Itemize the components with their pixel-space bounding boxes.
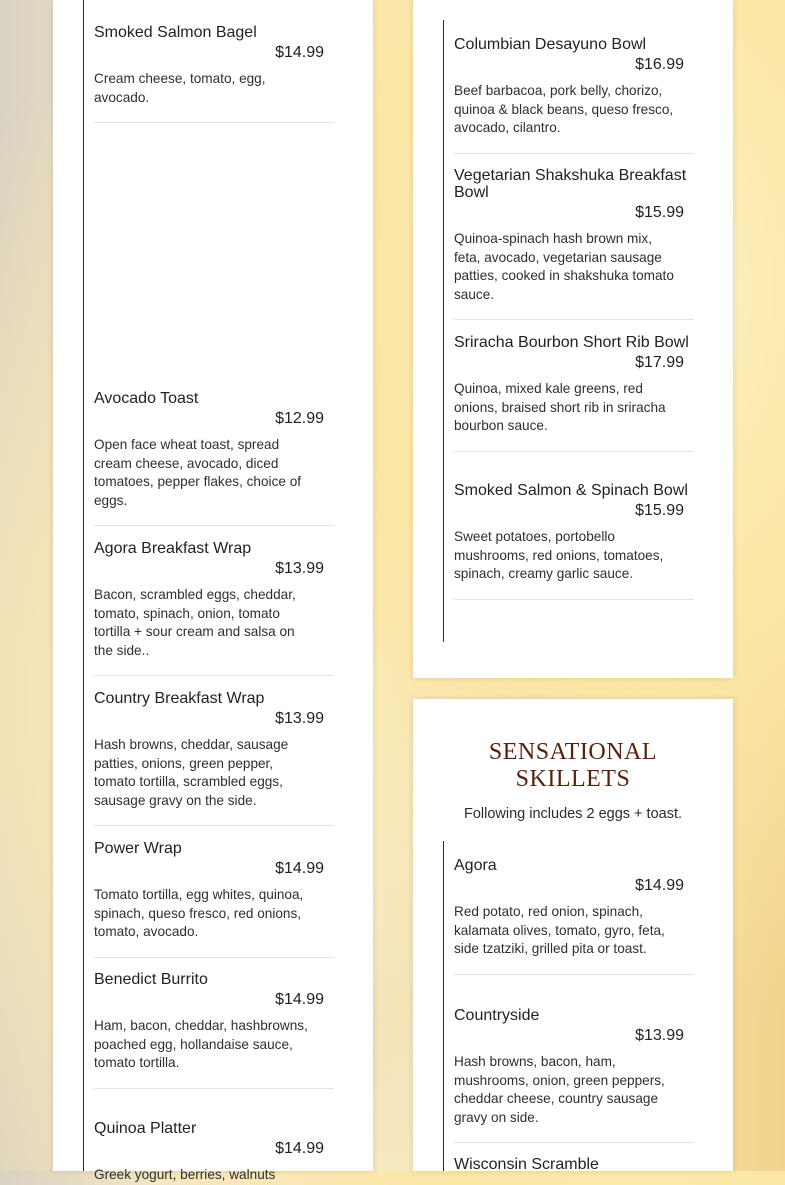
menu-item bbox=[454, 334, 694, 452]
menu-item-description: Quinoa-spinach hash brown mix, feta, avocado, vegetarian sausage patties, cooked in shakshuka tomato sauce. bbox=[454, 231, 674, 302]
menu-item-price: $15.99 bbox=[635, 502, 684, 519]
menu-item-name: Sriracha Bourbon Short Rib Bowl bbox=[454, 334, 689, 351]
menu-item-description: Beef barbacoa, pork belly, chorizo, quinoa & black beans, queso fresco, avocado, cilantro. bbox=[454, 83, 674, 136]
menu-item-name: Vegetarian Shakshuka Breakfast Bowl bbox=[454, 167, 687, 201]
menu-item bbox=[454, 1007, 694, 1143]
menu-item-name: Quinoa Platter bbox=[94, 1120, 197, 1137]
menu-item-name: Country Breakfast Wrap bbox=[94, 690, 265, 707]
menu-item-price: $13.99 bbox=[635, 1027, 684, 1044]
section-title bbox=[413, 739, 733, 793]
menu-panel-bowls bbox=[413, 0, 733, 678]
menu-item-separator bbox=[454, 319, 694, 320]
menu-item-description: Cream cheese, tomato, egg, avocado. bbox=[94, 71, 266, 105]
menu-item-name: Power Wrap bbox=[94, 840, 182, 857]
menu-item-name: Agora Breakfast Wrap bbox=[94, 540, 252, 557]
menu-item-name: Countryside bbox=[454, 1007, 540, 1024]
menu-item-separator bbox=[94, 525, 334, 526]
menu-item-price: $15.99 bbox=[635, 204, 684, 221]
menu-item bbox=[94, 390, 334, 526]
menu-item bbox=[454, 482, 694, 600]
menu-item-name: Smoked Salmon & Spinach Bowl bbox=[454, 482, 688, 499]
menu-item-separator bbox=[94, 1088, 334, 1089]
menu-item-price: $17.99 bbox=[635, 354, 684, 371]
menu-item-price: $14.99 bbox=[275, 1140, 324, 1157]
menu-item-description: Hash browns, cheddar, sausage patties, onions, green pepper, tomato tortilla, scrambled eggs, sausage gravy on the side. bbox=[94, 737, 289, 808]
menu-item-separator bbox=[454, 153, 694, 154]
section-subtitle: Following includes 2 eggs + toast. bbox=[463, 806, 683, 822]
menu-item-separator bbox=[454, 451, 694, 452]
menu-item-price: $14.99 bbox=[275, 991, 324, 1008]
menu-item-price: $13.99 bbox=[275, 710, 324, 727]
menu-item-separator bbox=[454, 1142, 694, 1143]
section-title-line2: SKILLETS bbox=[515, 766, 631, 792]
menu-item bbox=[94, 690, 334, 826]
menu-item-separator bbox=[94, 122, 334, 123]
menu-item-price: $14.99 bbox=[275, 44, 324, 61]
menu-item bbox=[94, 1120, 334, 1185]
menu-item-price: $14.99 bbox=[275, 860, 324, 877]
panel-divider-line bbox=[443, 20, 444, 642]
panel-divider-line bbox=[83, 0, 84, 1171]
menu-item bbox=[454, 857, 694, 975]
panel-divider-line bbox=[443, 841, 444, 1171]
menu-item-name: Agora bbox=[454, 857, 497, 874]
menu-item-name: Avocado Toast bbox=[94, 390, 199, 407]
menu-item-description: Ham, bacon, cheddar, hashbrowns, poached egg, hollandaise sauce, tomato tortilla. bbox=[94, 1018, 308, 1071]
menu-item bbox=[454, 167, 694, 320]
menu-item-price: $13.99 bbox=[275, 560, 324, 577]
menu-item-separator bbox=[94, 957, 334, 958]
menu-item bbox=[94, 540, 334, 676]
menu-item-separator bbox=[454, 974, 694, 975]
menu-item bbox=[454, 36, 694, 154]
menu-item bbox=[94, 971, 334, 1089]
menu-item-description: Open face wheat toast, spread cream cheese, avocado, diced tomatoes, pepper flakes, choice of eggs. bbox=[94, 437, 302, 508]
menu-item-separator bbox=[94, 825, 334, 826]
menu-item-description: Sweet potatoes, portobello mushrooms, red onions, tomatoes, spinach, creamy garlic sauce. bbox=[454, 529, 664, 582]
menu-item-description: Quinoa, mixed kale greens, red onions, braised short rib in sriracha bourbon sauce. bbox=[454, 381, 666, 434]
menu-item-description: Tomato tortilla, egg whites, quinoa, spinach, queso fresco, red onions, tomato, avocado. bbox=[94, 887, 304, 940]
menu-panel-skillets bbox=[413, 699, 733, 1171]
menu-item bbox=[94, 24, 334, 123]
menu-item-name: Columbian Desayuno Bowl bbox=[454, 36, 647, 53]
menu-item-price: $14.99 bbox=[635, 877, 684, 894]
menu-item-separator bbox=[454, 599, 694, 600]
menu-item-separator bbox=[94, 675, 334, 676]
menu-item-name: Benedict Burrito bbox=[94, 971, 208, 988]
menu-item bbox=[94, 840, 334, 958]
menu-item-price: $12.99 bbox=[275, 410, 324, 427]
menu-item-price: $16.99 bbox=[635, 56, 684, 73]
menu-item-description: Bacon, scrambled eggs, cheddar, tomato, spinach, onion, tomato tortilla + sour cream and salsa on the side.. bbox=[94, 587, 296, 658]
menu-item-description: Hash browns, bacon, ham, mushrooms, onion, green peppers, cheddar cheese, country sausage gravy on side. bbox=[454, 1054, 665, 1125]
menu-item-description: Greek yogurt, berries, walnuts bbox=[94, 1167, 276, 1182]
menu-item-description: Red potato, red onion, spinach, kalamata olives, tomato, gyro, feta, side tzatziki, grilled pita or toast. bbox=[454, 904, 665, 957]
menu-item-name: Wisconsin Scramble bbox=[454, 1156, 599, 1173]
menu-panel-left bbox=[53, 0, 373, 1182]
menu-item-name: Smoked Salmon Bagel bbox=[94, 24, 257, 41]
menu-item bbox=[454, 1156, 694, 1173]
section-title-line1: SENSATIONAL bbox=[488, 739, 658, 765]
